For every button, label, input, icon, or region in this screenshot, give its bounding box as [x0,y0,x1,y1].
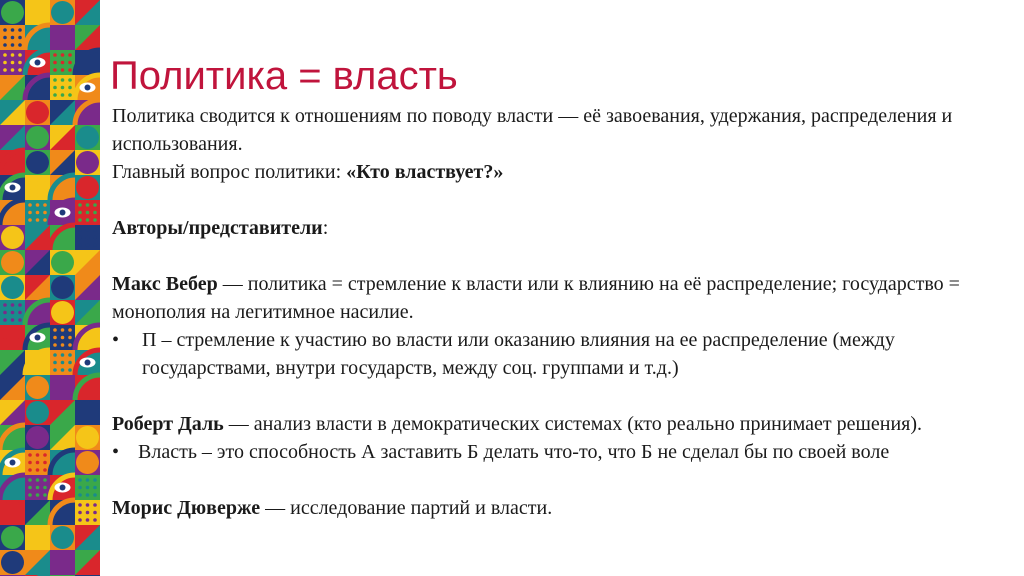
author-weber: Макс Вебер — политика = стремление к власти или к влиянию на её распределение; государство = монополия на легитимное насилие. [112,273,960,323]
bullet-dot: • [112,441,120,463]
author-name: Макс Вебер [112,273,218,295]
slide-title: Политика = власть [110,54,458,98]
author-dahl-bullet: • Власть – это способность А заставить Б делать что-то, что Б не сделал бы по своей воле [112,438,1012,466]
mosaic-pattern-graphic [0,0,100,576]
author-dahl: Роберт Даль — анализ власти в демократических системах (кто реально принимает решения). [112,413,923,435]
main-question-emphasis: «Кто властвует?» [346,161,504,183]
slide-body [112,102,1012,522]
main-question: Главный вопрос политики: «Кто властвует?» [112,161,504,183]
intro-text: Политика сводится к отношениям по поводу власти — её завоевания, удержания, распределения и использования. [112,105,953,155]
authors-heading: Авторы/представители: [112,217,329,239]
author-weber-bullet: • П – стремление к участию во власти или оказанию влияния на ее распределение (между государствами, внутри государств, между соц. группами и т.д.) [112,326,1012,382]
author-duverger: Морис Дюверже — исследование партий и власти. [112,497,553,519]
decorative-pattern-stripe [0,0,100,576]
author-name: Роберт Даль [112,413,224,435]
author-name: Морис Дюверже [112,497,261,519]
bullet-dot: • [112,329,120,351]
